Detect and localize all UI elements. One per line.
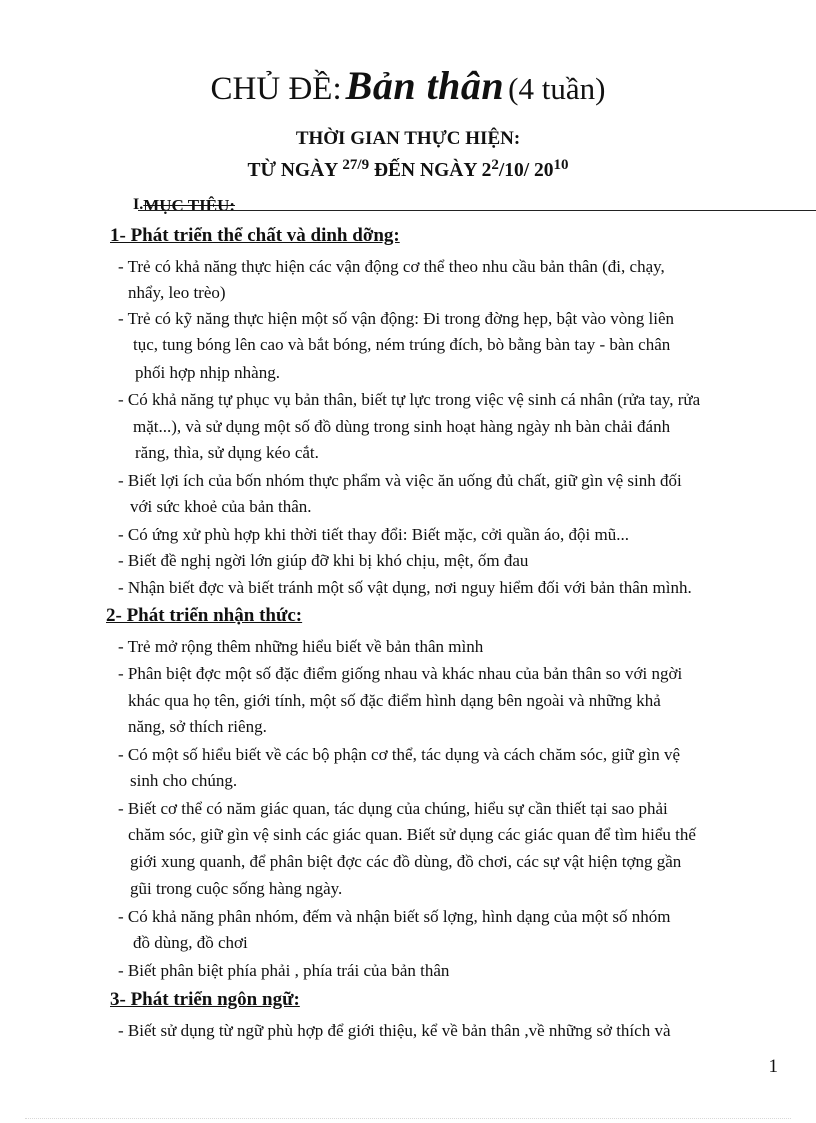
from-date: 27/9 xyxy=(342,157,370,173)
heading-physical-text: 1- Phát triển thể chất và dinh dỡng: xyxy=(110,225,400,246)
schedule-label: THỜI GIAN THỰC HIỆN: xyxy=(295,128,521,149)
list-item: - Có khả năng phân nhóm, đếm và nhận biết số lợng, hình dạng của một số nhóm xyxy=(118,907,671,926)
list-item: - Biết lợi ích của bốn nhóm thực phẩm và việc ăn uống đủ chất, giữ gìn vệ sinh đối xyxy=(118,471,682,490)
list-item: mặt...), và sử dụng một số đồ dùng trong sinh hoạt hàng ngày nh bàn chải đánh xyxy=(133,417,671,436)
list-item: - Trẻ có kỹ năng thực hiện một số vận động: Đi trong đờng hẹp, bật vào vòng liên xyxy=(118,309,674,328)
section-number: I. xyxy=(133,196,144,213)
list-item: nhẩy, leo trèo) xyxy=(128,283,226,302)
list-item: - Có một số hiểu biết về các bộ phận cơ thể, tác dụng và cách chăm sóc, giữ gìn vệ xyxy=(118,745,681,764)
heading-language-text: 3- Phát triển ngôn ngữ: xyxy=(110,989,300,1010)
page-number: 1 xyxy=(768,1056,778,1077)
section-label: MỤC TIÊU: xyxy=(143,196,236,215)
from-label: TỪ NGÀY xyxy=(247,160,338,181)
document-title xyxy=(0,62,816,109)
list-item: - Biết sử dụng từ ngữ phù hợp để giới thiệu, kể về bản thân ,về những sở thích và xyxy=(118,1021,671,1040)
to-label: ĐẾN NGÀY 2 xyxy=(373,160,492,181)
title-topic: Bản thân xyxy=(345,63,505,108)
footer-divider xyxy=(25,1118,791,1119)
title-prefix: CHỦ ĐỀ: xyxy=(210,71,342,107)
section-objectives xyxy=(133,196,235,216)
list-item: - Phân biệt đợc một số đặc điểm giống nhau và khác nhau của bản thân so với ngời xyxy=(118,664,683,683)
list-item: phối hợp nhịp nhàng. xyxy=(135,363,280,382)
section-divider xyxy=(138,210,816,211)
list-item: - Có khả năng tự phục vụ bản thân, biết tự lực trong việc vệ sinh cá nhân (rửa tay, rửa xyxy=(118,390,701,409)
list-item: - Biết phân biệt phía phải , phía trái của bản thân xyxy=(118,961,450,980)
heading-language xyxy=(110,989,300,1011)
list-item: chăm sóc, giữ gìn vệ sinh các giác quan. Biết sử dụng các giác quan để tìm hiểu thế xyxy=(128,825,696,844)
list-item: - Trẻ mở rộng thêm những hiểu biết về bản thân mình xyxy=(118,637,484,656)
list-item: giới xung quanh, để phân biệt đợc các đồ dùng, đồ chơi, các sự vật hiện tợng gần xyxy=(130,852,682,871)
list-item: - Biết đề nghị ngời lớn giúp đỡ khi bị khó chịu, mệt, ốm đau xyxy=(118,551,529,570)
list-item: - Trẻ có khả năng thực hiện các vận động cơ thể theo nhu cầu bản thân (đi, chạy, xyxy=(118,257,665,276)
to-rest: /10/ 20 xyxy=(498,160,554,181)
list-item: gũi trong cuộc sống hàng ngày. xyxy=(130,879,343,898)
list-item: răng, thìa, sử dụng kéo cắt. xyxy=(135,443,319,462)
list-item: - Biết cơ thể có năm giác quan, tác dụng của chúng, hiểu sự cần thiết tại sao phải xyxy=(118,799,668,818)
title-duration: (4 tuần) xyxy=(508,71,606,106)
list-item: tục, tung bóng lên cao và bắt bóng, ném trúng đích, bò bằng bàn tay - bàn chân xyxy=(133,335,671,354)
list-item: sinh cho chúng. xyxy=(130,771,238,790)
list-item: - Nhận biết đợc và biết tránh một số vật dụng, nơi nguy hiểm đối với bản thân mình. xyxy=(118,578,692,597)
to-day-sup: 2 xyxy=(491,157,499,173)
schedule-dates xyxy=(0,157,816,182)
heading-cognitive xyxy=(106,605,302,627)
heading-cognitive-text: 2- Phát triển nhận thức: xyxy=(106,605,303,626)
heading-physical xyxy=(110,225,400,247)
list-item: khác qua họ tên, giới tính, một số đặc điểm hình dạng bên ngoài và những khả xyxy=(128,691,661,710)
list-item: - Có ứng xử phù hợp khi thời tiết thay đổi: Biết mặc, cởi quần áo, đội mũ... xyxy=(118,525,629,544)
year-sup: 10 xyxy=(553,157,569,173)
list-item: đồ dùng, đồ chơi xyxy=(133,933,248,952)
list-item: năng, sở thích riêng. xyxy=(128,717,267,736)
list-item: với sức khoẻ của bản thân. xyxy=(130,497,312,516)
